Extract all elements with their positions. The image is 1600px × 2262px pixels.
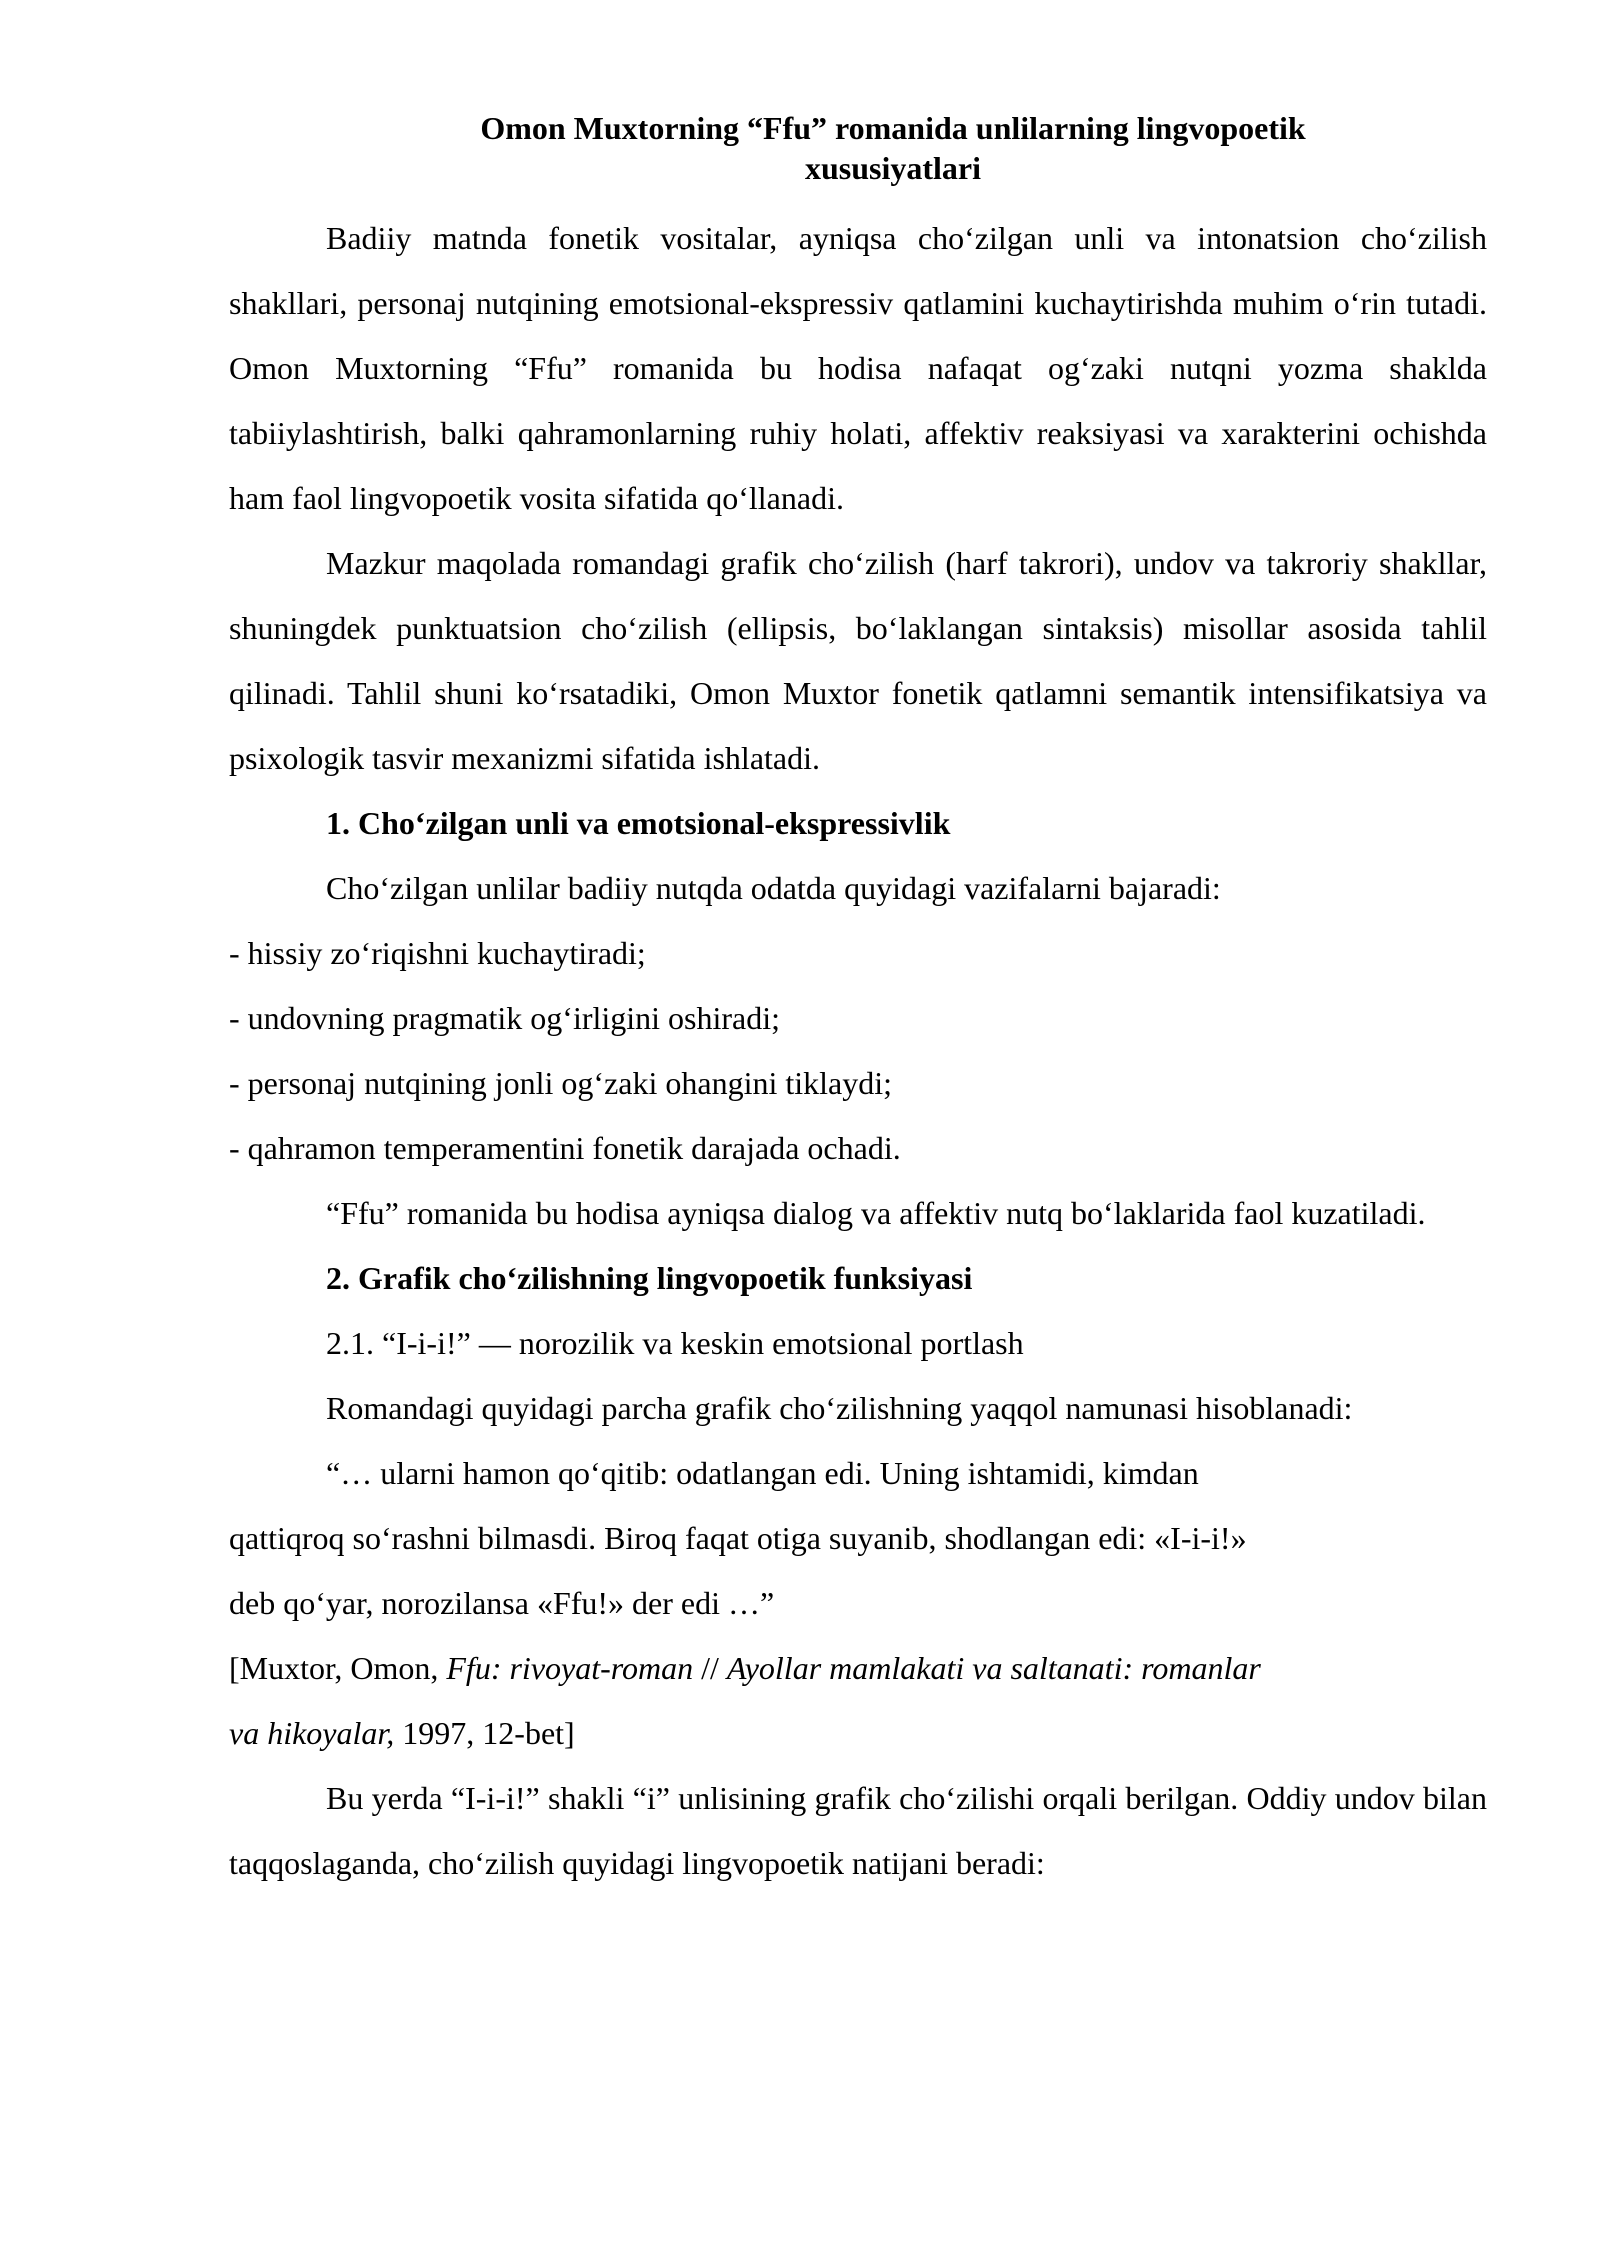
document-page	[229, 108, 1487, 1896]
title-line-1: Omon Muxtorning “Ffu” romanida unlilarning lingvopoetik	[480, 110, 1306, 146]
list-item: - personaj nutqining jonli og‘zaki ohangini tiklaydi;	[229, 1065, 892, 1101]
citation-work-title: Ffu: rivoyat-roman	[446, 1650, 694, 1686]
title-line-2: xususiyatlari	[804, 150, 982, 186]
citation-collection-title: Ayollar mamlakati va saltanati: romanlar	[726, 1650, 1261, 1686]
example-intro-paragraph: Romandagi quyidagi parcha grafik cho‘zilishning yaqqol namunasi hisoblanadi:	[326, 1390, 1353, 1426]
citation-collection-title-cont: va hikoyalar,	[229, 1715, 395, 1751]
subsection-heading: 2.1. “I-i-i!” — norozilik va keskin emotsional portlash	[326, 1325, 1024, 1361]
analysis-paragraph: Bu yerda “I-i-i!” shakli “i” unlisining grafik cho‘zilishi orqali berilgan. Oddiy undov bilan taqqoslaganda, cho‘zilish quyidagi lingvopoetik natijani beradi:	[229, 1780, 1487, 1881]
citation-reference	[229, 1636, 1487, 1766]
document-title	[229, 108, 1487, 188]
list-item: - undovning pragmatik og‘irligini oshiradi;	[229, 1000, 781, 1036]
list-item: - hissiy zo‘riqishni kuchaytiradi;	[229, 935, 646, 971]
quote-line: deb qo‘yar, norozilansa «Ffu!» der edi …”	[229, 1585, 775, 1621]
citation-open: [Muxtor, Omon,	[229, 1650, 447, 1686]
citation-close: 1997, 12-bet]	[394, 1715, 575, 1751]
intro-paragraph-2: Mazkur maqolada romandagi grafik cho‘zilish (harf takrori), undov va takroriy shakllar, shuningdek punktuatsion cho‘zilish (ellipsis, bo‘laklangan sintaksis) misollar asosida tahlil qilinadi. Tahlil shuni ko‘rsatadiki, Omon Muxtor fonetik qatlamni semantik intensifikatsiya va psixologik tasvir mexanizmi sifatida ishlatadi.	[229, 545, 1487, 776]
functions-intro: Cho‘zilgan unlilar badiiy nutqda odatda quyidagi vazifalarni bajaradi:	[326, 870, 1221, 906]
quote-line: “… ularni hamon qo‘qitib: odatlangan edi. Uning ishtamidi, kimdan	[326, 1455, 1199, 1491]
quote-line: qattiqroq so‘rashni bilmasdi. Biroq faqat otiga suyanib, shodlangan edi: «I-i-i!»	[229, 1520, 1247, 1556]
ffu-note-paragraph: “Ffu” romanida bu hodisa ayniqsa dialog va affektiv nutq bo‘laklarida faol kuzatiladi.	[326, 1195, 1426, 1231]
citation-separator: //	[693, 1650, 727, 1686]
list-item: - qahramon temperamentini fonetik darajada ochadi.	[229, 1130, 901, 1166]
section-heading-1: 1. Cho‘zilgan unli va emotsional-ekspressivlik	[326, 805, 951, 841]
section-heading-2: 2. Grafik cho‘zilishning lingvopoetik funksiyasi	[326, 1260, 973, 1296]
intro-paragraph-1: Badiiy matnda fonetik vositalar, ayniqsa cho‘zilgan unli va intonatsion cho‘zilish shakllari, personaj nutqining emotsional-ekspressiv qatlamini kuchaytirishda muhim o‘rin tutadi. Omon Muxtorning “Ffu” romanida bu hodisa nafaqat og‘zaki nutqni yozma shaklda tabiiylashtirish, balki qahramonlarning ruhiy holati, affektiv reaksiyasi va xarakterini ochishda ham faol lingvopoetik vosita sifatida qo‘llanadi.	[229, 220, 1487, 516]
